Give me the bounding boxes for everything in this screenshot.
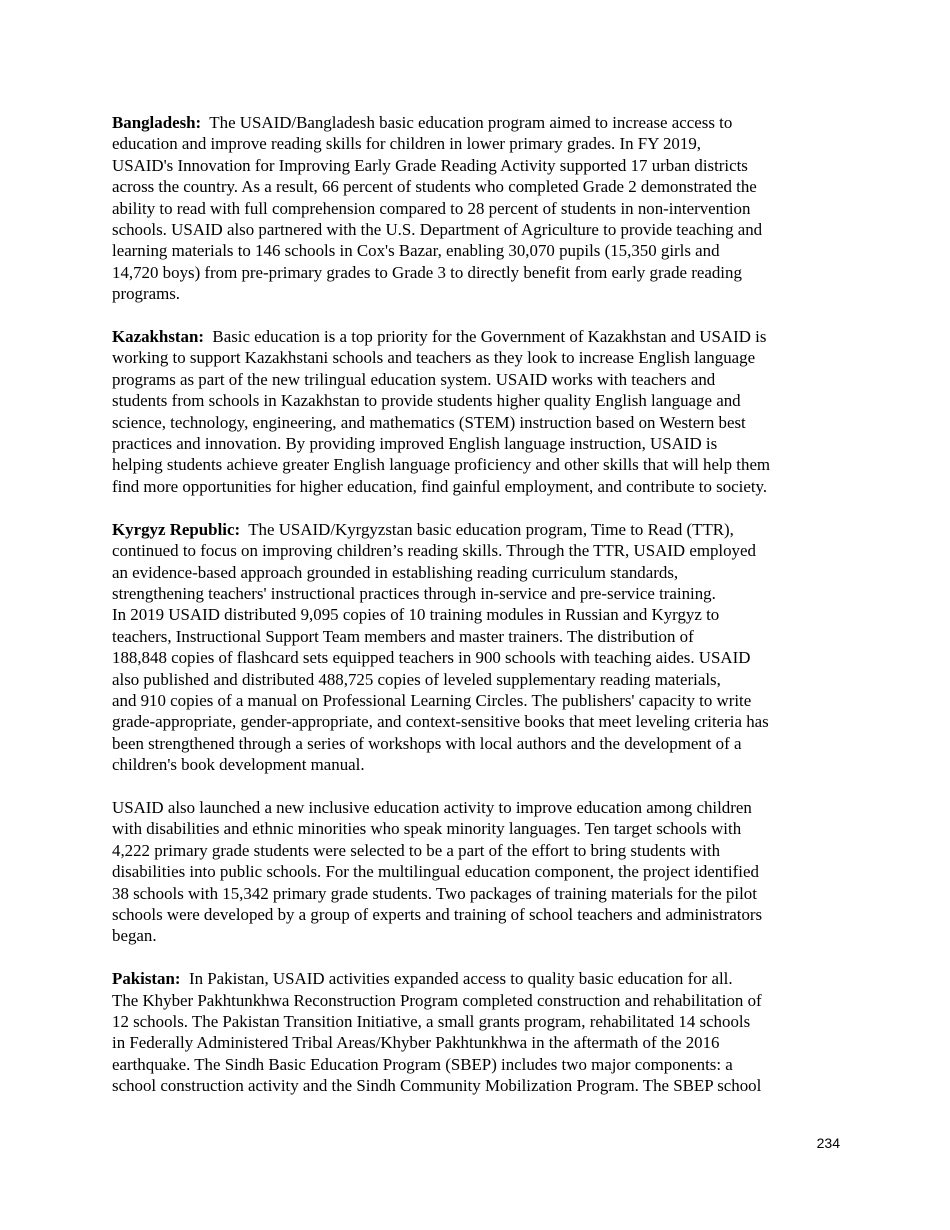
paragraph-line: across the country. As a result, 66 percent of students who completed Grade 2 demonstrated the xyxy=(112,177,757,197)
paragraph-line: earthquake. The Sindh Basic Education Program (SBEP) includes two major components: a xyxy=(112,1054,733,1074)
paragraph-line: programs as part of the new trilingual education system. USAID works with teachers and xyxy=(112,369,716,389)
paragraph-heading: Kyrgyz Republic: xyxy=(112,519,241,539)
paragraph-line: students from schools in Kazakhstan to provide students higher quality English language and xyxy=(112,391,741,411)
paragraph-heading: Bangladesh: xyxy=(112,113,202,132)
paragraph-line: programs. xyxy=(112,284,181,304)
paragraph-line: 188,848 copies of flashcard sets equipped teachers in 900 schools with teaching aides. USAID xyxy=(112,648,751,668)
paragraph-line: USAID's Innovation for Improving Early Grade Reading Activity supported 17 urban districts xyxy=(112,155,748,175)
paragraph-line: The Khyber Pakhtunkhwa Reconstruction Program completed construction and rehabilitation of xyxy=(112,990,762,1010)
paragraph-line: 12 schools. The Pakistan Transition Initiative, a small grants program, rehabilitated 14 schools xyxy=(112,1012,751,1031)
paragraph-line: Pakistan: In Pakistan, USAID activities expanded access to quality basic education for all. xyxy=(112,969,733,989)
paragraph-line: science, technology, engineering, and mathematics (STEM) instruction based on Western best xyxy=(112,412,746,432)
paragraph-pakistan xyxy=(112,968,840,1096)
paragraph-line: disabilities into public schools. For the multilingual education component, the project identified xyxy=(112,862,759,882)
paragraph-line: ability to read with full comprehension compared to 28 percent of students in non-intervention xyxy=(112,198,751,218)
paragraph-line: also published and distributed 488,725 copies of leveled supplementary reading materials, xyxy=(112,669,721,689)
paragraph-line: helping students achieve greater English language proficiency and other skills that will help them xyxy=(112,455,771,475)
paragraph-line: 38 schools with 15,342 primary grade students. Two packages of training materials for the pilot xyxy=(112,883,757,903)
paragraph-line: find more opportunities for higher education, find gainful employment, and contribute to society. xyxy=(112,476,768,496)
paragraph-line: in Federally Administered Tribal Areas/Khyber Pakhtunkhwa in the aftermath of the 2016 xyxy=(112,1033,720,1053)
paragraph-line: USAID also launched a new inclusive education activity to improve education among children xyxy=(112,797,752,817)
paragraph-line: an evidence-based approach grounded in establishing reading curriculum standards, xyxy=(112,562,679,582)
paragraph-line: grade-appropriate, gender-appropriate, and context-sensitive books that meet leveling criteria has xyxy=(112,712,769,732)
paragraph-line: began. xyxy=(112,926,157,946)
paragraph-line: and 910 copies of a manual on Professional Learning Circles. The publishers' capacity to write xyxy=(112,690,752,710)
paragraph-line: teachers, Instructional Support Team members and master trainers. The distribution of xyxy=(112,626,694,646)
paragraph-line: Bangladesh: The USAID/Bangladesh basic education program aimed to increase access to xyxy=(112,113,733,132)
paragraph-line: children's book development manual. xyxy=(112,755,365,775)
paragraph-kazakhstan xyxy=(112,326,840,497)
paragraph-line: Kyrgyz Republic: The USAID/Kyrgyzstan basic education program, Time to Read (TTR), xyxy=(112,519,734,539)
paragraph-line: been strengthened through a series of workshops with local authors and the development of a xyxy=(112,733,742,753)
document-body xyxy=(112,112,840,1118)
paragraph-line: continued to focus on improving children’s reading skills. Through the TTR, USAID employed xyxy=(112,541,756,561)
paragraph-line: strengthening teachers' instructional practices through in-service and pre-service training. xyxy=(112,583,716,603)
paragraph-kyrgyz-republic xyxy=(112,519,840,776)
paragraph-inclusive-education xyxy=(112,797,840,947)
paragraph-line: schools. USAID also partnered with the U.S. Department of Agriculture to provide teaching and xyxy=(112,220,763,240)
paragraph-line: learning materials to 146 schools in Cox's Bazar, enabling 30,070 pupils (15,350 girls and xyxy=(112,241,720,261)
paragraph-line: Kazakhstan: Basic education is a top priority for the Government of Kazakhstan and USAID is xyxy=(112,327,767,347)
paragraph-line: education and improve reading skills for children in lower primary grades. In FY 2019, xyxy=(112,134,701,154)
paragraph-line: with disabilities and ethnic minorities who speak minority languages. Ten target schools with xyxy=(112,819,742,839)
paragraph-line: 4,222 primary grade students were selected to be a part of the effort to bring students with xyxy=(112,840,721,860)
paragraph-line: 14,720 boys) from pre-primary grades to Grade 3 to directly benefit from early grade reading xyxy=(112,262,742,282)
paragraph-line: schools were developed by a group of experts and training of school teachers and administrators xyxy=(112,904,763,924)
paragraph-heading: Kazakhstan: xyxy=(112,327,204,347)
paragraph-line: working to support Kazakhstani schools and teachers as they look to increase English language xyxy=(112,348,756,368)
paragraph-line: In 2019 USAID distributed 9,095 copies of 10 training modules in Russian and Kyrgyz to xyxy=(112,605,720,625)
page-number: 234 xyxy=(816,1135,840,1151)
paragraph-line: school construction activity and the Sindh Community Mobilization Program. The SBEP school xyxy=(112,1076,762,1096)
paragraph-line: practices and innovation. By providing improved English language instruction, USAID is xyxy=(112,434,718,454)
paragraph-heading: Pakistan: xyxy=(112,969,181,989)
paragraph-bangladesh xyxy=(112,112,840,305)
